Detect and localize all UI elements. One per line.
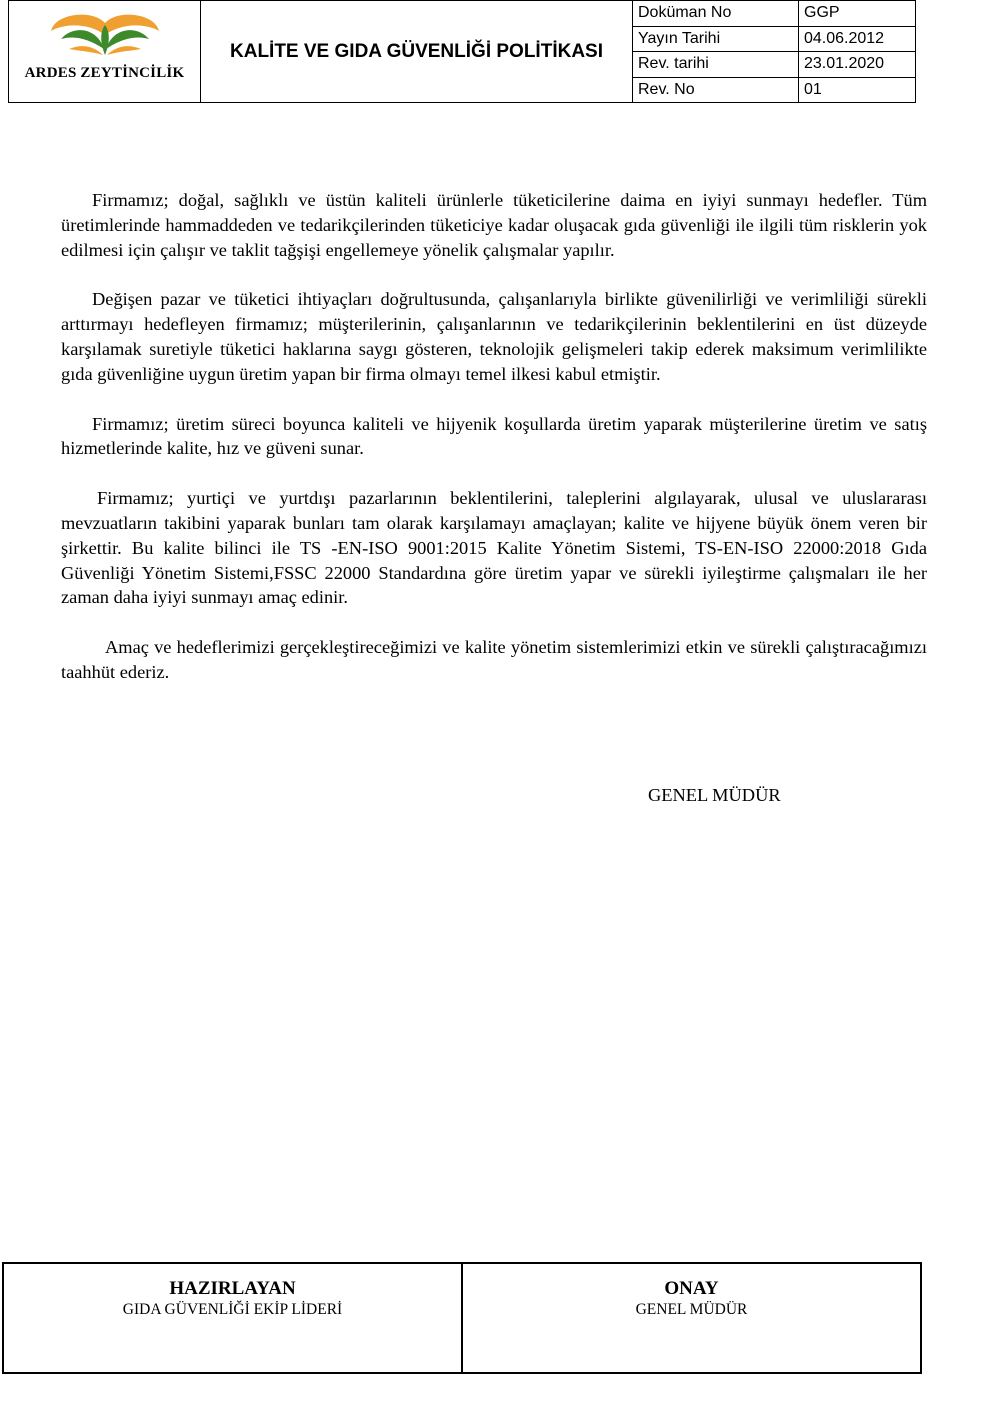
- logo-cell: [9, 1, 201, 102]
- company-logo-icon: [49, 9, 161, 59]
- meta-value: 23.01.2020: [804, 55, 885, 73]
- policy-paragraph: Firmamız; doğal, sağlıklı ve üstün kaliteli ürünlerle tüketicilerine daima en iyiyi sunmayı hedefler. Tüm üretimlerinde hammaddeden ve tedarikçilerinden tüketiciye kadar oluşacak gıda güvenliği ile ilgili tüm risklerin yok edilmesi için çalışır ve taklit tağşişi engellemeye yönelik çalışmalar yapılır.: [61, 190, 927, 260]
- meta-value: 04.06.2012: [804, 29, 885, 47]
- prepared-by-heading: HAZIRLAYAN: [169, 1278, 296, 1299]
- prepared-by-cell: [4, 1264, 463, 1372]
- approval-heading: ONAY: [664, 1278, 719, 1299]
- policy-paragraph: Değişen pazar ve tüketici ihtiyaçları doğrultusunda, çalışanlarıyla birlikte güvenilirliği ve verimliliği sürekli arttırmayı hedefleyen firmamız; müşterilerinin, çalışanlarının ve tedarikçilerinin beklentilerini en üst düzeyde karşılamak suretiyle tüketici haklarına saygı gösteren, teknolojik gelişmeleri takip ederek maksimum verimlilikte gıda güvenliğine uygun üretim yapan bir firma olmayı temel ilkesi kabul etmiştir.: [61, 289, 927, 384]
- meta-key: Yayın Tarihi: [633, 27, 799, 52]
- document-title: KALİTE VE GIDA GÜVENLİĞİ POLİTİKASI: [230, 40, 603, 62]
- meta-key: Doküman No: [633, 1, 799, 26]
- title-cell: [201, 1, 633, 102]
- signature-title: GENEL MÜDÜR: [648, 785, 781, 805]
- document-header: [8, 0, 916, 103]
- approval-cell: [463, 1264, 920, 1372]
- meta-value: GGP: [804, 4, 840, 22]
- meta-row-revision-date: [633, 52, 915, 78]
- meta-key: Rev. tarihi: [633, 52, 799, 77]
- document-meta-table: [633, 1, 915, 102]
- policy-paragraph: Amaç ve hedeflerimizi gerçekleştireceğimizi ve kalite yönetim sistemlerimizi etkin ve sürekli çalıştıracağımızı taahhüt ederiz.: [61, 637, 927, 682]
- policy-body: [61, 188, 927, 710]
- policy-paragraph: Firmamız; üretim süreci boyunca kaliteli ve hijyenik koşullarda üretim yaparak müşterilerine üretim ve satış hizmetlerinde kalite, hız ve güveni sunar.: [61, 413, 927, 459]
- meta-row-publish-date: [633, 27, 915, 53]
- meta-row-document-no: [633, 1, 915, 27]
- prepared-by-role: GIDA GÜVENLİĞİ EKİP LİDERİ: [122, 1301, 343, 1318]
- approval-role: GENEL MÜDÜR: [635, 1301, 748, 1318]
- approval-footer: [2, 1262, 922, 1374]
- meta-key: Rev. No: [633, 78, 799, 103]
- company-name: ARDES ZEYTİNCİLİK: [24, 65, 185, 81]
- meta-row-revision-no: [633, 78, 915, 103]
- meta-value: 01: [804, 80, 822, 98]
- policy-paragraph: Firmamız; yurtiçi ve yurtdışı pazarlarının beklentilerini, taleplerini algılayarak, ulusal ve uluslararası mevzuatların takibini yaparak bunları tam olarak karşılamayı amaçlayan; kalite ve hijyene büyük önem veren bir şirkettir. Bu kalite bilinci ile TS -EN-ISO 9001:2015 Kalite Yönetim Sistemi, TS-EN-ISO 22000:2018 Gıda Güvenliği Yönetim Sistemi,FSSC 22000 Standardına göre üretim yapar ve sürekli iyileştirme çalışmaları ile her zaman daha iyiyi sunmayı amaç edinir.: [61, 488, 927, 608]
